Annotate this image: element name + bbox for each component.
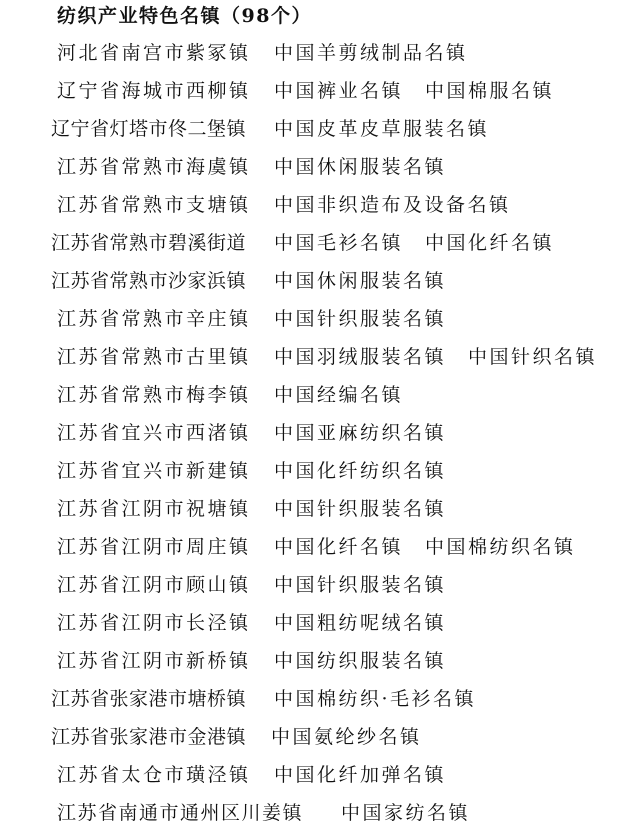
honor-titles bbox=[274, 39, 468, 67]
honor-title: 中国羊剪绒制品名镇 bbox=[274, 42, 468, 64]
honor-title: 中国亚麻纺织名镇 bbox=[274, 422, 447, 444]
town-name: 辽宁省海城市西柳镇 bbox=[57, 80, 251, 102]
honor-titles bbox=[274, 153, 446, 181]
honor-title: 中国针织服装名镇 bbox=[274, 498, 447, 520]
town-name: 江苏省张家港市金港镇 bbox=[51, 726, 247, 748]
honor-title: 中国氨纶纱名镇 bbox=[271, 726, 422, 748]
honor-title: 中国化纤名镇 bbox=[274, 536, 404, 558]
honor-title: 中国经编名镇 bbox=[274, 384, 404, 406]
honor-title: 中国针织服装名镇 bbox=[274, 574, 447, 596]
honor-titles bbox=[274, 191, 511, 219]
honor-title: 中国粗纺呢绒名镇 bbox=[274, 612, 447, 634]
town-name: 河北省南宫市紫冢镇 bbox=[57, 42, 251, 64]
honor-titles bbox=[274, 343, 597, 371]
honor-titles bbox=[274, 229, 554, 257]
honor-titles bbox=[274, 115, 489, 143]
honor-title: 中国非织造布及设备名镇 bbox=[274, 194, 511, 216]
honor-title: 中国化纤名镇 bbox=[425, 232, 555, 254]
honor-title: 中国化纤加弹名镇 bbox=[274, 764, 447, 786]
town-name: 江苏省常熟市碧溪街道 bbox=[51, 232, 247, 254]
honor-title: 中国休闲服装名镇 bbox=[274, 156, 447, 178]
honor-titles bbox=[274, 77, 554, 105]
honor-titles bbox=[274, 533, 576, 561]
town-name: 江苏省江阴市祝塘镇 bbox=[57, 498, 251, 520]
honor-titles bbox=[271, 723, 422, 751]
honor-title: 中国化纤纺织名镇 bbox=[274, 460, 447, 482]
town-name: 江苏省常熟市支塘镇 bbox=[57, 194, 251, 216]
honor-title: 中国棉服名镇 bbox=[425, 80, 555, 102]
town-name: 江苏省太仓市璜泾镇 bbox=[57, 764, 251, 786]
honor-titles bbox=[274, 267, 446, 295]
honor-titles bbox=[274, 457, 446, 485]
honor-title: 中国针织服装名镇 bbox=[274, 308, 447, 330]
town-name: 江苏省常熟市辛庄镇 bbox=[57, 308, 251, 330]
town-name: 江苏省常熟市古里镇 bbox=[57, 346, 251, 368]
town-name: 江苏省江阴市长泾镇 bbox=[57, 612, 251, 634]
honor-title: 中国羽绒服装名镇 bbox=[274, 346, 447, 368]
town-name: 江苏省宜兴市新建镇 bbox=[57, 460, 251, 482]
town-name: 江苏省常熟市沙家浜镇 bbox=[51, 270, 247, 292]
honor-titles bbox=[274, 419, 446, 447]
town-name: 江苏省张家港市塘桥镇 bbox=[51, 688, 247, 710]
honor-titles bbox=[274, 495, 446, 523]
honor-title: 中国休闲服装名镇 bbox=[274, 270, 447, 292]
honor-title: 中国针织名镇 bbox=[468, 346, 598, 368]
town-name: 辽宁省灯塔市佟二堡镇 bbox=[51, 118, 247, 140]
town-name: 江苏省南通市通州区川姜镇 bbox=[57, 802, 304, 824]
honor-title: 中国棉纺织·毛衫名镇 bbox=[274, 688, 477, 710]
honor-titles bbox=[274, 761, 446, 789]
honor-titles bbox=[274, 571, 446, 599]
honor-titles bbox=[274, 609, 446, 637]
honor-titles bbox=[274, 381, 403, 409]
honor-title: 中国裤业名镇 bbox=[274, 80, 404, 102]
section-heading: 纺织产业特色名镇（98个） bbox=[57, 5, 312, 27]
town-name: 江苏省江阴市周庄镇 bbox=[57, 536, 251, 558]
honor-titles bbox=[341, 799, 470, 827]
honor-titles bbox=[274, 647, 446, 675]
town-name: 江苏省常熟市海虞镇 bbox=[57, 156, 251, 178]
town-name: 江苏省江阴市顾山镇 bbox=[57, 574, 251, 596]
town-name: 江苏省江阴市新桥镇 bbox=[57, 650, 251, 672]
honor-titles bbox=[274, 305, 446, 333]
town-name: 江苏省常熟市梅李镇 bbox=[57, 384, 251, 406]
honor-title: 中国家纺名镇 bbox=[341, 802, 471, 824]
town-name: 江苏省宜兴市西渚镇 bbox=[57, 422, 251, 444]
honor-title: 中国纺织服装名镇 bbox=[274, 650, 447, 672]
honor-titles bbox=[274, 685, 476, 713]
honor-title: 中国毛衫名镇 bbox=[274, 232, 404, 254]
honor-title: 中国棉纺织名镇 bbox=[425, 536, 576, 558]
honor-title: 中国皮革皮草服装名镇 bbox=[274, 118, 490, 140]
